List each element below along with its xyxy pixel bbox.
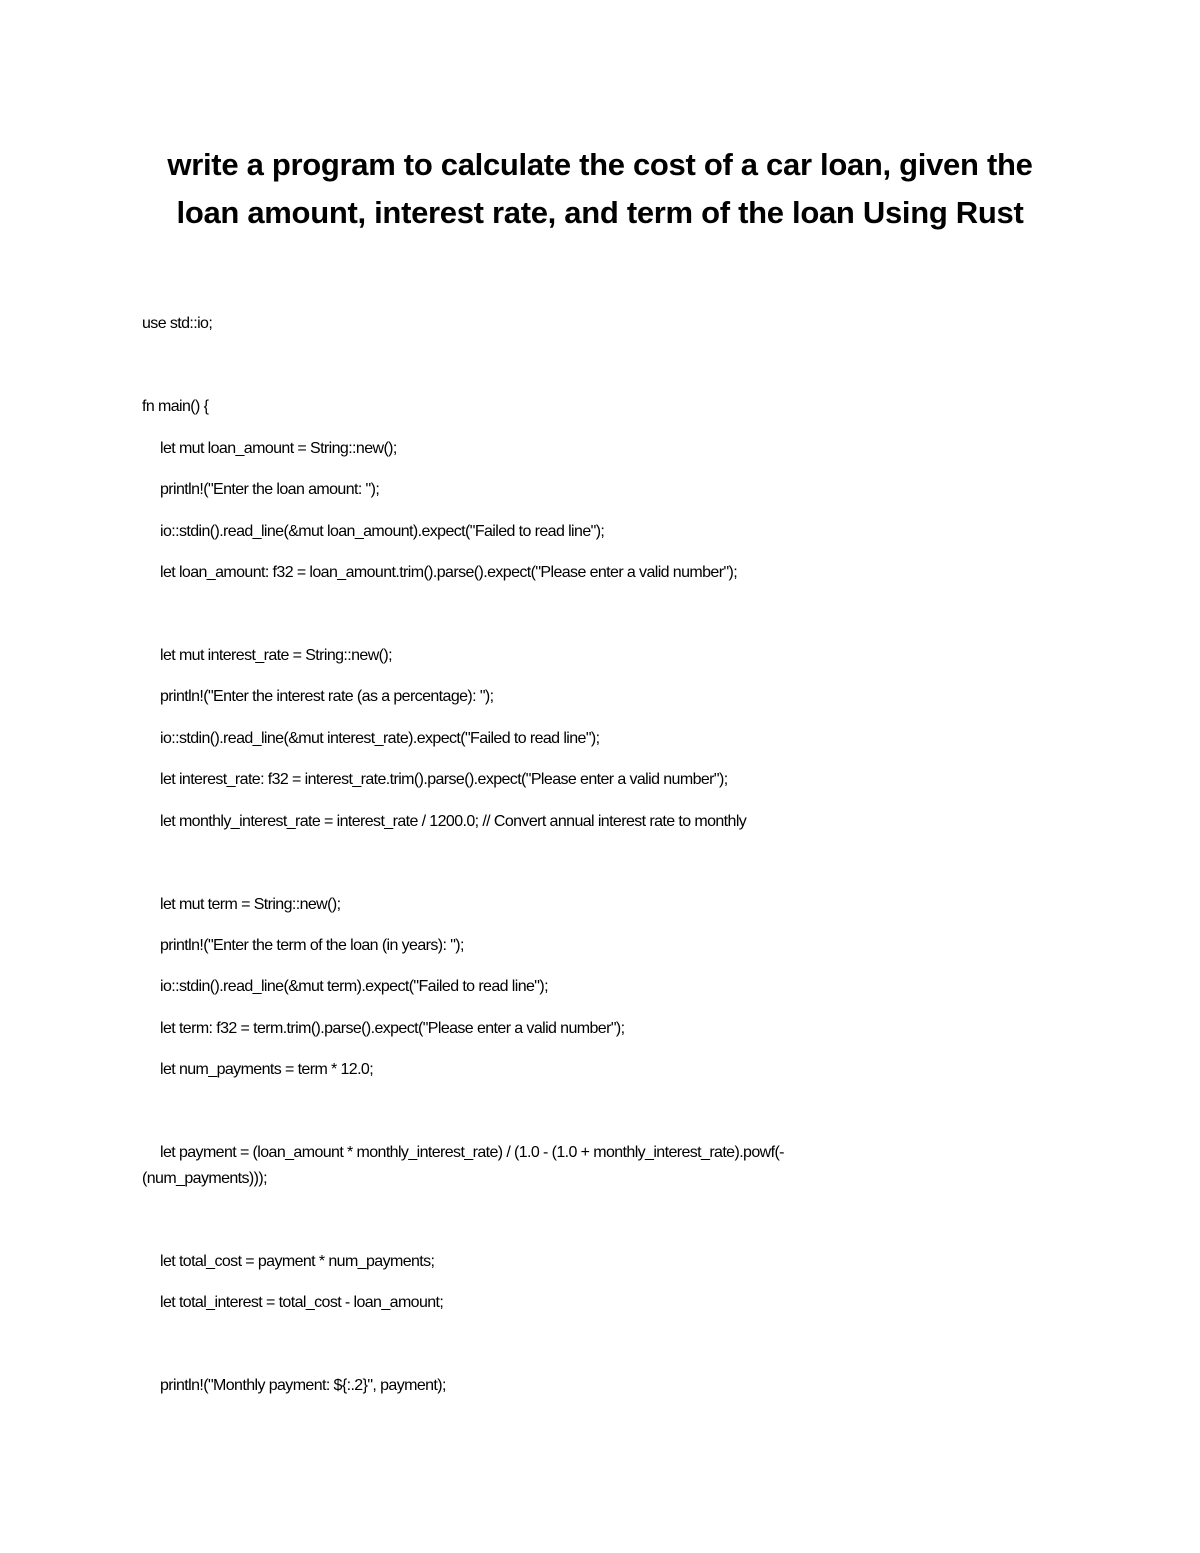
code-line: println!("Enter the term of the loan (in years): "); — [160, 937, 464, 954]
title-line-2: loan amount, interest rate, and term of the loan Using Rust — [176, 195, 1024, 230]
page-title — [100, 141, 1100, 237]
code-line: let term: f32 = term.trim().parse().expect("Please enter a valid number"); — [160, 1020, 625, 1037]
code-line-wrapped: (num_payments))); — [142, 1170, 267, 1187]
title-line-1: write a program to calculate the cost of a car loan, given the — [167, 147, 1033, 182]
code-fn-main: fn main() { — [142, 398, 209, 415]
code-line: let mut loan_amount = String::new(); — [160, 440, 397, 457]
code-line: let total_cost = payment * num_payments; — [160, 1253, 435, 1270]
code-line: let monthly_interest_rate = interest_rate / 1200.0; // Convert annual interest rate to monthly — [160, 813, 747, 830]
code-line: let num_payments = term * 12.0; — [160, 1061, 374, 1078]
code-line: let total_interest = total_cost - loan_amount; — [160, 1294, 444, 1311]
code-line: let interest_rate: f32 = interest_rate.trim().parse().expect("Please enter a valid number"); — [160, 771, 728, 788]
code-line: let payment = (loan_amount * monthly_interest_rate) / (1.0 - (1.0 + monthly_interest_rate).powf(- — [160, 1144, 784, 1161]
code-line: io::stdin().read_line(&mut term).expect("Failed to read line"); — [160, 978, 548, 995]
code-use-line: use std::io; — [142, 315, 213, 332]
code-line: let loan_amount: f32 = loan_amount.trim().parse().expect("Please enter a valid number"); — [160, 564, 738, 581]
code-line: println!("Monthly payment: ${:.2}", payment); — [160, 1377, 446, 1394]
code-line: io::stdin().read_line(&mut loan_amount).expect("Failed to read line"); — [160, 523, 605, 540]
code-line: println!("Enter the interest rate (as a percentage): "); — [160, 688, 494, 705]
code-line: let mut term = String::new(); — [160, 896, 341, 913]
code-line: io::stdin().read_line(&mut interest_rate).expect("Failed to read line"); — [160, 730, 600, 747]
code-line: let mut interest_rate = String::new(); — [160, 647, 392, 664]
code-line: println!("Enter the loan amount: "); — [160, 481, 380, 498]
